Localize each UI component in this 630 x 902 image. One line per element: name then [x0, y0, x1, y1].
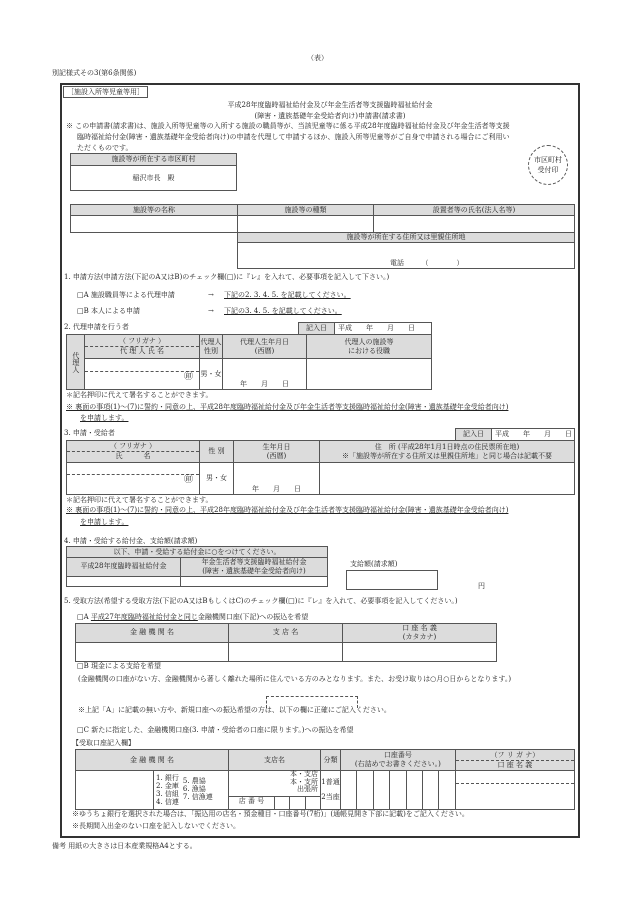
date-input[interactable]: 平成 年 月 日: [492, 429, 575, 441]
facility-owner-header: 設置者等の氏名(法人名等): [374, 205, 575, 216]
yen-label: 円: [478, 582, 485, 590]
account-a-table: [75, 623, 497, 662]
facility-address-header: 施設等が所在する住所又は里親住所地: [238, 233, 575, 243]
callout-note: ※上記「A」に記載の無い方や、新規口座への振込希望の方は、以下の欄に正確にご記入ください。: [78, 706, 391, 714]
holder-name-input[interactable]: [456, 783, 574, 808]
yucho-note: ※ゆうちょ銀行を選択された場合は、「振込用の店名・預金種目・口座番号(7桁)」(通帳見開き下部に記載)をご記入ください。: [72, 810, 469, 818]
facility-owner-input[interactable]: [374, 216, 575, 233]
benefit2-circle[interactable]: [181, 576, 328, 586]
form-ref: 別記様式その3(第6条関係): [52, 69, 137, 77]
account-digit[interactable]: [390, 771, 406, 810]
account-digit[interactable]: [406, 771, 422, 810]
bank-type[interactable]: 7. 信漁連: [182, 793, 213, 801]
account-digit[interactable]: [341, 771, 357, 810]
benefit-table: [66, 546, 328, 587]
branch-type[interactable]: 本・支所: [290, 777, 318, 786]
option-label: 施設職員等による代理申請: [90, 291, 175, 299]
facility-table: [70, 204, 575, 233]
benefit-col2: 年金生活者等支援臨時福祉給付金 (障害・遺族基礎年金受給者向け): [181, 558, 328, 577]
seal-icon[interactable]: ㊞: [85, 371, 199, 389]
agent-dob[interactable]: 年 月 日: [223, 359, 307, 390]
sign-note: ＊記名押印に代えて署名することができます。: [66, 496, 213, 504]
applicant-address-input[interactable]: [320, 463, 575, 495]
account-digit[interactable]: [357, 771, 373, 810]
option-label: 金融機関口座(下記)への振込を希望: [197, 613, 309, 621]
benefit-col1: 平成28年度臨時福祉給付金: [67, 558, 181, 577]
municipality-table: [70, 153, 237, 191]
arrow-icon: →: [208, 291, 214, 299]
checkbox-1b[interactable]: □B: [77, 307, 89, 315]
agent-gender[interactable]: 男・女: [200, 359, 223, 390]
branch-header: 支 店 名: [229, 624, 343, 643]
facility-type-input[interactable]: [238, 216, 374, 233]
account-digit[interactable]: [439, 771, 455, 810]
account-digit[interactable]: [422, 771, 438, 810]
address-header: 住 所 (平成28年1月1日時点の住民票所在地): [374, 442, 520, 451]
branch-digit[interactable]: [290, 797, 305, 809]
furigana-header: （フ リ ガ ナ）: [490, 750, 540, 759]
applicant-furigana-input[interactable]: [67, 463, 199, 474]
role-header: 代理人の施設等 における役職: [307, 335, 432, 359]
option-1a[interactable]: [77, 291, 175, 299]
holder-header: 口 座 名 義: [456, 760, 574, 770]
municipality-value: 稲沢市長 殿: [71, 166, 237, 191]
account-heading: 【受取口座記入欄】: [72, 739, 135, 747]
pledge: を申請します。: [80, 518, 129, 526]
checkbox-5a[interactable]: □A: [77, 613, 89, 621]
pledge: を申請します。: [80, 414, 129, 422]
reception-stamp: 市区町村 受付印: [528, 145, 568, 185]
agent-name-header: 代 理 人 氏 名: [85, 346, 199, 356]
section1-heading: 1. 申請方法(申請方法(下記のA又はB)のチェック欄(□)に『レ』を入れて、必要事項を記入して下さい。): [64, 273, 390, 281]
holder-header: 口 座 名 義 (カタカナ): [343, 624, 497, 643]
address-note: ※「施設等が所在する住所又は里親住所地」と同じ場合は記載不要: [342, 451, 552, 460]
bank-type[interactable]: 2. 金庫: [156, 781, 179, 790]
checkbox-5b[interactable]: □B: [77, 662, 89, 670]
bank-type[interactable]: 1. 銀行: [156, 773, 179, 782]
option-label: 本人による申請: [91, 307, 140, 315]
bank-type[interactable]: 3. 信組: [156, 790, 179, 798]
holder-furigana-input[interactable]: [456, 771, 574, 783]
option-5c[interactable]: [77, 726, 354, 734]
branch-number-label: 店 番 号: [229, 797, 275, 809]
category-label: ［施設入所等児童等用］: [63, 86, 148, 98]
section3-heading: 3. 申請・受給者: [64, 429, 115, 437]
gender-header: 性 別: [200, 441, 234, 463]
option-1b[interactable]: [77, 307, 140, 315]
agent-furigana-input[interactable]: [85, 359, 199, 371]
form-title-1: 平成28年度臨時福祉給付金及び年金生活者等支援臨時福祉給付金: [227, 101, 433, 109]
option-5b[interactable]: [77, 662, 161, 670]
class-type[interactable]: 1普通: [321, 777, 340, 786]
intro-note: 臨時福祉給付金(障害・遺族基礎年金受給者向け)の申請を代理して申請するほか、施設入所等児童等がご自身で申請される場合にご利用い: [77, 133, 510, 141]
facility-name-header: 施設等の名称: [71, 205, 238, 216]
section2-heading: 2. 代理申請を行う者: [64, 323, 129, 331]
agent-role-input[interactable]: [307, 359, 432, 390]
date-input[interactable]: 平成 年 月 日: [335, 323, 432, 335]
bank-name-input[interactable]: [76, 771, 154, 810]
bank-header: 金 融 機 関 名: [76, 750, 229, 771]
checkbox-1a[interactable]: □A: [77, 291, 89, 299]
option-label: 新たに指定した、金融機関口座(3. 申請・受給者の口座に限ります。)への振込を希望: [91, 726, 354, 734]
option-5a[interactable]: [77, 613, 308, 621]
account-number-header: 口座番号 (右詰めでお書きください。): [341, 750, 456, 771]
branch-type[interactable]: 出張所: [297, 785, 318, 794]
branch-digit[interactable]: [306, 797, 320, 809]
branch-input[interactable]: [229, 642, 343, 661]
cash-note: (金融機関の口座がない方、金融機関から著しく離れた場所に住んでいる方のみとなります。また、お受け取りは○月○日からとなります。): [78, 675, 512, 683]
branch-header: 支店名: [229, 750, 321, 771]
benefit-instruction: 以下、申請・受給する給付金に○をつけてください。: [67, 547, 328, 558]
facility-type-header: 施設等の種類: [238, 205, 374, 216]
page-side: （表）: [307, 54, 328, 62]
bank-type[interactable]: 6. 漁協: [182, 784, 206, 793]
class-header: 分類: [321, 750, 341, 771]
remark: 備考 用紙の大きさは日本産業規格A4とする。: [52, 842, 197, 850]
agent-table: [66, 334, 432, 390]
bank-type[interactable]: 4. 信連: [156, 798, 179, 807]
checkbox-5c[interactable]: □C: [77, 726, 89, 734]
option-instruction: 下記の2. 3. 4. 5. を記載してください。: [224, 291, 351, 299]
bank-account-table: [75, 749, 575, 810]
dob-header: 代理人生年月日 (西暦): [223, 335, 307, 359]
name-header: 氏 名: [67, 451, 199, 461]
seal-icon[interactable]: ㊞: [67, 474, 199, 494]
applicant-gender[interactable]: 男・女: [200, 463, 234, 495]
bank-type[interactable]: 5. 農協: [182, 776, 206, 785]
municipality-header: 施設等が所在する市区町村: [71, 154, 237, 166]
dormant-note: ※長期間入出金のない口座を記入しないでください。: [72, 822, 240, 830]
pledge: ※ 裏面の事項(1)～(7)に誓約・同意の上、平成28年度臨時福祉給付金及び年金生活者等支援臨時福祉給付金(障害・遺族基礎年金受給者向け): [66, 403, 509, 411]
arrow-icon: →: [208, 307, 214, 315]
date-label: 記入日: [299, 323, 335, 335]
applicant-dob[interactable]: 年 月 日: [234, 463, 320, 495]
dob-header: 生年月日 (西暦): [234, 441, 320, 463]
facility-address-table: [237, 232, 575, 269]
section4-heading: 4. 申請・受給する給付金、支給額(請求額): [64, 537, 198, 545]
section5-heading: 5. 受取方法(希望する受取方法(下記のA又はBもしくはC)のチェック欄(□)に『レ』を入れて、必要事項を記入してください。): [64, 597, 458, 605]
intro-note: ※ この申請書(請求書)は、施設入所等児童等の入所する施設の職員等が、当該児童等に係る平成28年度臨時福祉給付金及び年金生活者等支援: [66, 122, 510, 130]
applicant-table: [66, 440, 575, 495]
date-label: 記入日: [456, 429, 492, 441]
option-label: 平成27年度臨時福祉給付金と同じ: [90, 613, 198, 621]
bank-header: 金 融 機 関 名: [76, 624, 229, 643]
facility-address-input[interactable]: 電話 （ ）: [238, 243, 575, 269]
branch-digit[interactable]: [275, 797, 290, 809]
intro-note: ただくものです。: [77, 144, 133, 152]
class-type[interactable]: 2当座: [321, 793, 340, 801]
furigana-header: （ フリガナ ）: [109, 442, 157, 451]
option-label: 現金による支給を希望: [91, 662, 161, 670]
amount-label: 支給額(請求額): [350, 560, 398, 568]
form-title-2: (障害・遺族基礎年金受給者向け)申請書(請求書): [254, 112, 406, 120]
agent-side-label: 代理人: [67, 335, 85, 390]
branch-type[interactable]: 本・支店: [290, 770, 318, 778]
gender-header: 代理人 性別: [200, 335, 223, 359]
bank-input[interactable]: [76, 642, 229, 661]
benefit1-circle[interactable]: [67, 576, 181, 586]
account-digit[interactable]: [373, 771, 389, 810]
furigana-header: （ フリガナ ）: [118, 337, 166, 346]
pledge: ※ 裏面の事項(1)～(7)に誓約・同意の上、平成28年度臨時福祉給付金及び年金生活者等支援臨時福祉給付金(障害・遺族基礎年金受給者向け): [66, 506, 509, 514]
holder-input[interactable]: [343, 642, 497, 661]
facility-name-input[interactable]: [71, 216, 238, 233]
sign-note: ＊記名押印に代えて署名することができます。: [66, 391, 213, 399]
option-instruction: 下記の3. 4. 5. を記載してください。: [224, 307, 342, 315]
amount-input[interactable]: [346, 570, 438, 590]
